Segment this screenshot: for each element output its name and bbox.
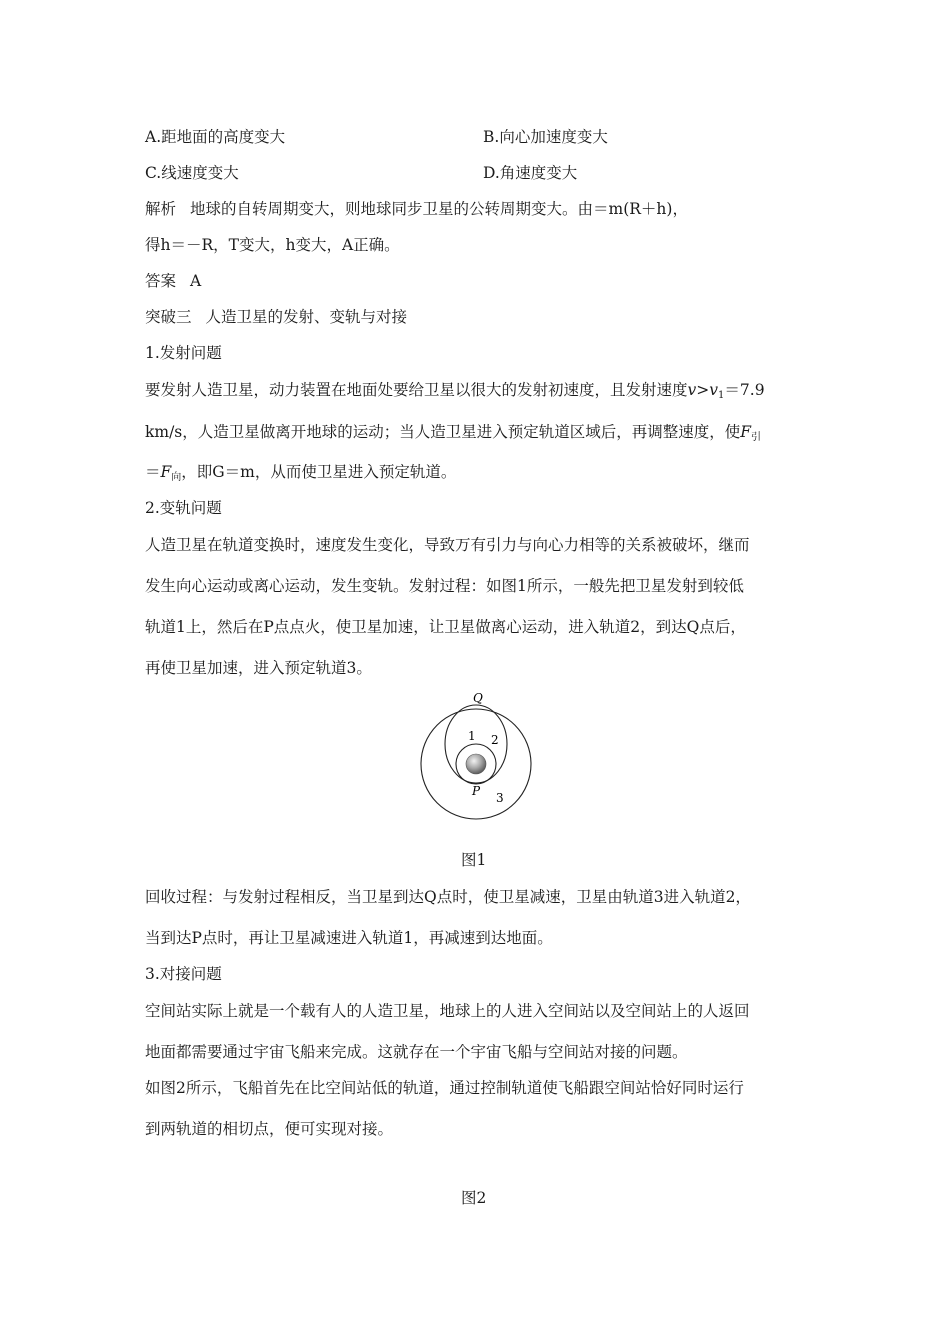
- recovery-line-2: 当到达P点时，再让卫星减速进入轨道1，再减速到达地面。: [145, 929, 553, 947]
- launch-v1: v: [709, 381, 719, 399]
- orbit-heading: 2.变轨问题: [145, 499, 222, 517]
- launch-text-2: km/s，人造卫星做离开地球的运动；当人造卫星进入预定轨道区域后，再调整速度，使: [145, 423, 741, 441]
- launch-gt: >: [696, 381, 710, 399]
- option-b: B.向心加速度变大: [483, 128, 608, 146]
- section-heading: [145, 307, 407, 327]
- analysis-label: 解析: [145, 200, 177, 218]
- docking-line-4: 到两轨道的相切点，便可实现对接。: [145, 1120, 394, 1138]
- analysis-text-1: 地球的自转周期变大，则地球同步卫星的公转周期变大。由＝m(R＋h)，: [190, 200, 688, 218]
- analysis-line-1: [145, 199, 688, 219]
- answer-line: [145, 271, 201, 291]
- launch-v1-sub: 1: [718, 390, 725, 401]
- recovery-line-1: 回收过程：与发射过程相反，当卫星到达Q点时，使卫星减速，卫星由轨道3进入轨道2，: [145, 888, 751, 906]
- launch-f-gravity-sub: 引: [751, 432, 762, 443]
- launch-heading: 1.发射问题: [145, 344, 222, 362]
- launch-eq: ＝: [145, 463, 161, 481]
- earth: [466, 754, 486, 774]
- docking-line-2: 地面都需要通过宇宙飞船来完成。这就存在一个宇宙飞船与空间站对接的问题。: [145, 1043, 688, 1061]
- label-2: 2: [491, 733, 499, 747]
- launch-text-1: 要发射人造卫星，动力装置在地面处要给卫星以很大的发射初速度，且发射速度: [145, 381, 688, 399]
- orbit-line-3: 轨道1上，然后在P点点火，使卫星加速，让卫星做离心运动，进入轨道2，到达Q点后，: [145, 618, 746, 636]
- launch-line-3: [145, 462, 456, 488]
- docking-line-3: 如图2所示，飞船首先在比空间站低的轨道，通过控制轨道使飞船跟空间站恰好同时运行: [145, 1079, 744, 1097]
- launch-v-value: ＝7.9: [724, 381, 765, 399]
- option-c: C.线速度变大: [145, 164, 239, 182]
- launch-f-centripetal: F: [160, 463, 172, 481]
- section-label: 突破三: [145, 308, 192, 326]
- orbit-diagram: [420, 690, 540, 820]
- answer-value: A: [190, 272, 202, 290]
- orbit-line-4: 再使卫星加速，进入预定轨道3。: [145, 659, 372, 677]
- figure-1-caption: 图1: [461, 851, 487, 869]
- option-d: D.角速度变大: [483, 164, 578, 182]
- launch-f-centripetal-sub: 向: [171, 472, 182, 483]
- launch-v: v: [687, 381, 697, 399]
- launch-text-3: ，即G＝m，从而使卫星进入预定轨道。: [181, 463, 457, 481]
- section-title: 人造卫星的发射、变轨与对接: [205, 308, 408, 326]
- launch-line-1: [145, 380, 765, 406]
- label-p: P: [472, 784, 481, 798]
- figure-2-caption: 图2: [461, 1189, 487, 1207]
- label-3: 3: [496, 791, 504, 805]
- launch-line-2: [145, 422, 761, 448]
- label-q: Q: [473, 691, 483, 705]
- orbit-line-1: 人造卫星在轨道变换时，速度发生变化，导致万有引力与向心力相等的关系被破坏，继而: [145, 536, 750, 554]
- docking-heading: 3.对接问题: [145, 965, 222, 983]
- launch-f-gravity: F: [740, 423, 752, 441]
- label-1: 1: [468, 729, 476, 743]
- orbit-line-2: 发生向心运动或离心运动，发生变轨。发射过程：如图1所示，一般先把卫星发射到较低: [145, 577, 744, 595]
- analysis-line-2: 得h＝－R，T变大，h变大，A正确。: [145, 236, 400, 254]
- answer-label: 答案: [145, 272, 177, 290]
- option-a: A.距地面的高度变大: [145, 128, 286, 146]
- docking-line-1: 空间站实际上就是一个载有人的人造卫星，地球上的人进入空间站以及空间站上的人返回: [145, 1002, 750, 1020]
